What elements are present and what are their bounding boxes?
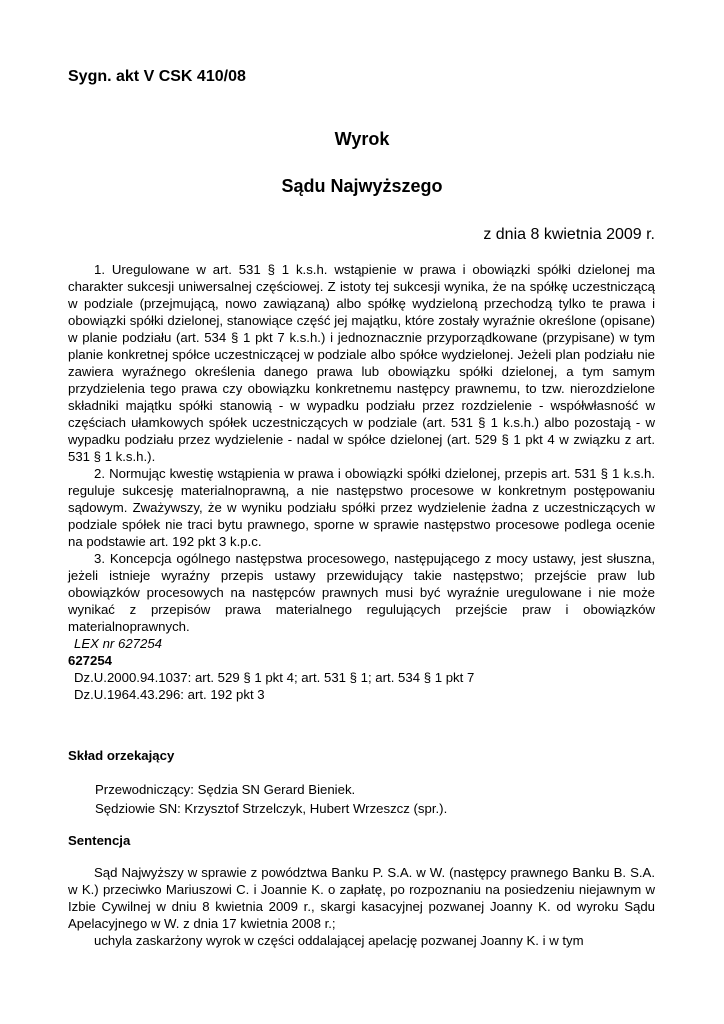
- judges-list: Sędziowie SN: Krzysztof Strzelczyk, Hubert Wrzeszcz (spr.).: [95, 801, 448, 816]
- document-title: Wyrok: [334, 129, 390, 149]
- sentencja-block: [68, 864, 655, 949]
- lex-number: 627254: [68, 653, 113, 668]
- thesis-paragraph: 3. Koncepcja ogólnego następstwa procesowego, następującego z mocy ustawy, jest słuszna, jeżeli istnieje wyraźny przepis ustawy przewidujący takie następstwo; przejście praw lub obowiązków procesowych na następców prawnych musi być wyraźnie uregulowane i nie może wynikać z przepisów prawa materialnego regulujących przejście praw i obowiązków materialnoprawnych.: [68, 551, 655, 634]
- thesis-paragraph: 2. Normując kwestię wstąpienia w prawa i obowiązki spółki dzielonej, przepis art. 531 § 1 k.s.h. reguluje sukcesję materialnoprawną, a nie następstwo procesowe w konkretnym postępowaniu sądowym. Zważywszy, że w wyniku podziału spółki przez wydzielenie żadna z uczestniczących w podziale spółek nie traci bytu prawnego, sporne w sprawie następstwo procesowe podlega ocenie na podstawie art. 192 pkt 3 k.p.c.: [68, 466, 655, 549]
- legal-reference: Dz.U.2000.94.1037: art. 529 § 1 pkt 4; art. 531 § 1; art. 534 § 1 pkt 7: [74, 670, 475, 685]
- thesis-paragraph: 1. Uregulowane w art. 531 § 1 k.s.h. wstąpienie w prawa i obowiązki spółki dzielonej ma charakter sukcesji uniwersalnej częściowej. Z istoty tej sukcesji wynika, że na spółkę uczestniczącą w podziale (przejmującą, nowo zawiązaną) albo spółkę wydzieloną przechodzą tylko te prawa i obowiązki spółki dzielonej, stanowiące część jej majątku, które zostały wyraźnie określone (opisane) w planie podziału (art. 534 § 1 pkt 7 k.s.h.) i jednoznacznie przyporządkowane (przypisane) w tym planie konkretnej spółce uczestniczącej w podziale albo spółce wydzielonej. Jeżeli plan podziału nie zawiera wyraźnego określenia danego prawa lub obowiązku spółki dzielonej, a tym samym przydzielenia tego prawa czy obowiązku konkretnemu następcy prawnemu, to tzw. nierozdzielone składniki majątku spółki stanowią - w wypadku podziału przez rozdzielenie - współwłasność w częściach ułamkowych spółek uczestniczących w podziale (art. 531 § 1 k.s.h.) albo pozostają - w wypadku podziału przez wydzielenie - nadal w spółce dzielonej (art. 529 § 1 pkt 4 w związku z art. 531 § 1 k.s.h.).: [68, 262, 655, 464]
- composition-block: [95, 780, 447, 818]
- theses-block: [68, 261, 655, 703]
- sentencja-heading: Sentencja: [68, 833, 131, 848]
- legal-reference: Dz.U.1964.43.296: art. 192 pkt 3: [74, 687, 265, 702]
- court-name: Sądu Najwyższego: [281, 176, 443, 196]
- lex-label: LEX nr 627254: [74, 636, 162, 651]
- case-signature: Sygn. akt V CSK 410/08: [68, 68, 246, 85]
- judgment-date: z dnia 8 kwietnia 2009 r.: [483, 226, 655, 243]
- sentencja-paragraph: Sąd Najwyższy w sprawie z powództwa Banku P. S.A. w W. (następcy prawnego Banku B. S.A. w K.) przeciwko Mariuszowi C. i Joannie K. o zapłatę, po rozpoznaniu na posiedzeniu niejawnym w Izbie Cywilnej w dniu 8 kwietnia 2009 r., skargi kasacyjnej pozwanej Joanny K. od wyroku Sądu Apelacyjnego w W. z dnia 17 kwietnia 2008 r.;: [68, 865, 655, 931]
- composition-heading: Skład orzekający: [68, 748, 175, 763]
- presiding-judge: Przewodniczący: Sędzia SN Gerard Bieniek.: [95, 782, 356, 797]
- sentencja-paragraph: uchyla zaskarżony wyrok w części oddalającej apelację pozwanej Joanny K. i w tym: [94, 933, 584, 948]
